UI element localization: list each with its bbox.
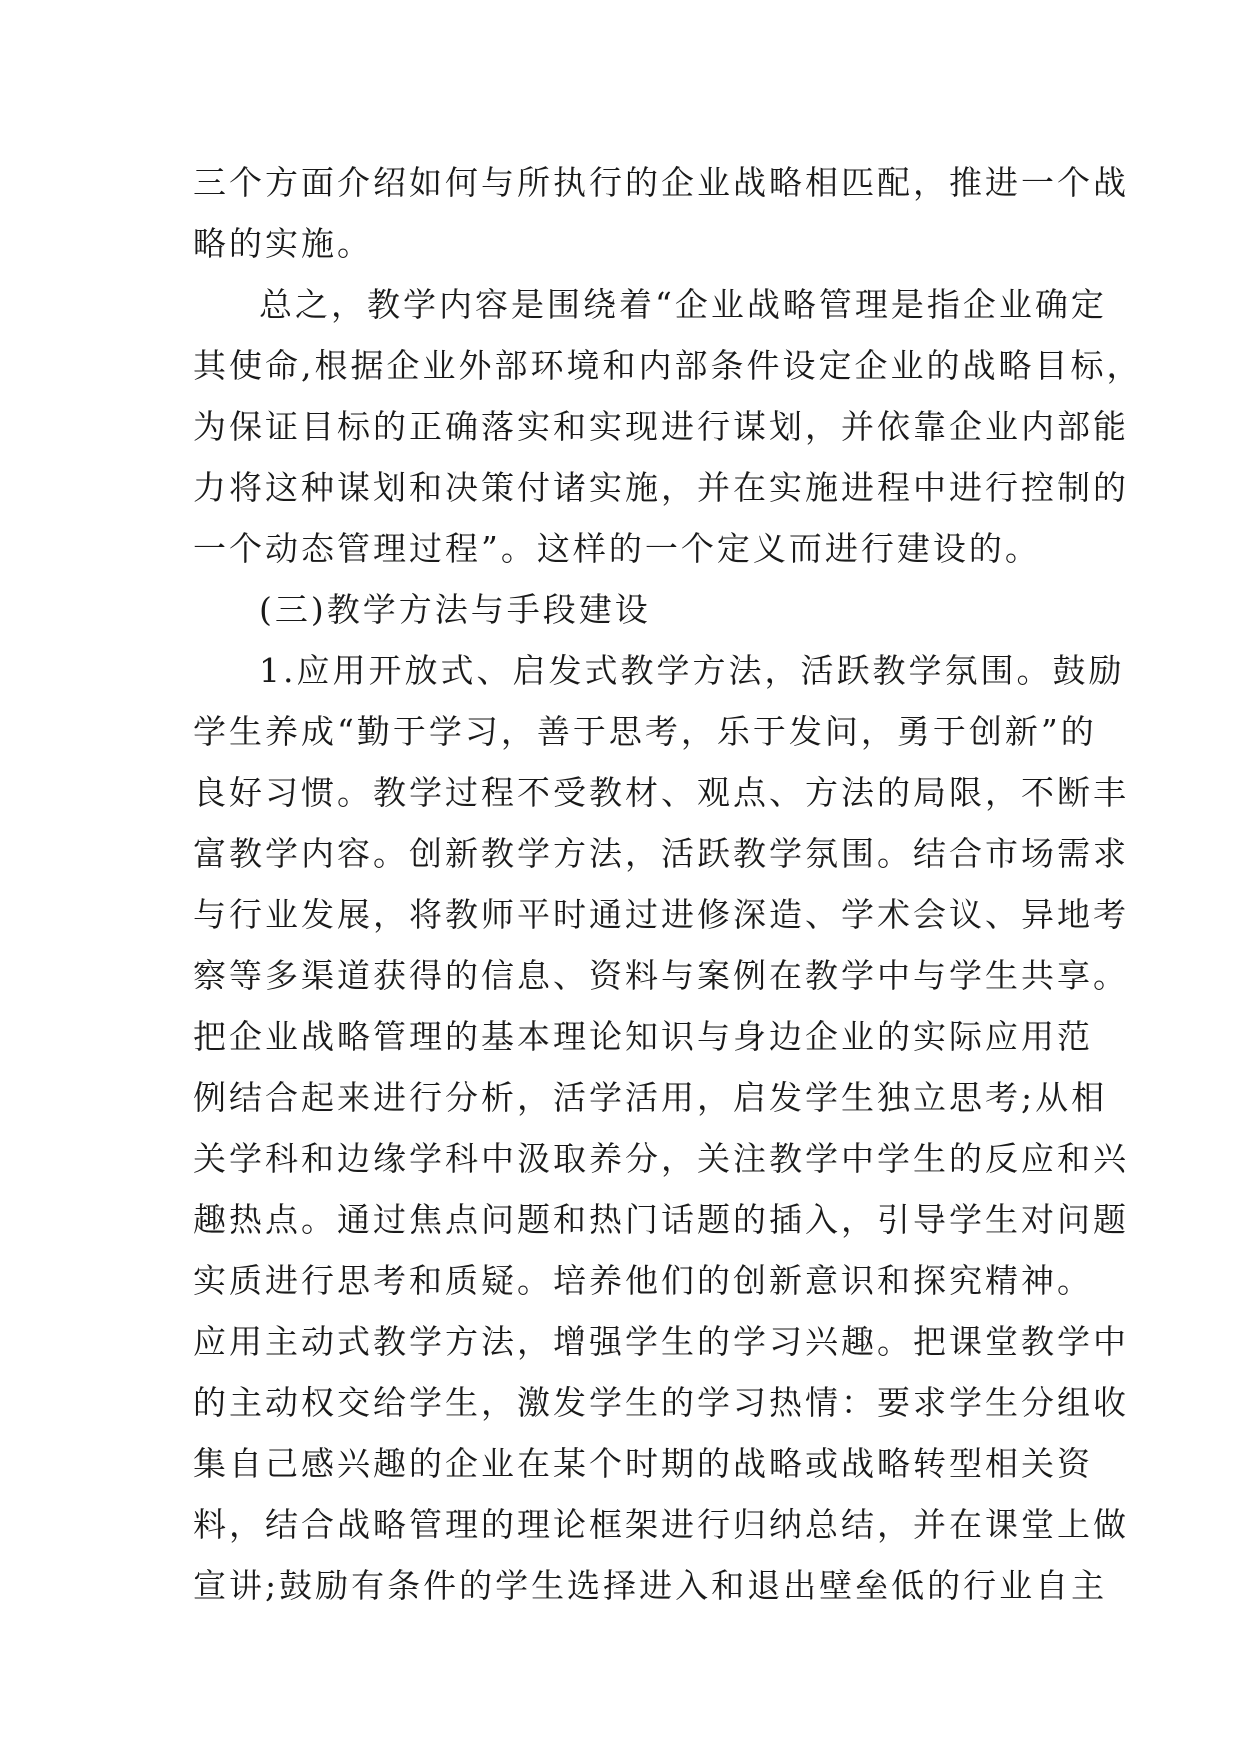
text-line: 趣热点。通过焦点问题和热门话题的插入，引导学生对问题 — [193, 1200, 1129, 1239]
text-line: 应用主动式教学方法，增强学生的学习兴趣。把课堂教学中 — [193, 1322, 1129, 1361]
text-line: 宣讲;鼓励有条件的学生选择进入和退出壁垒低的行业自主 — [193, 1566, 1108, 1605]
text-line: 实质进行思考和质疑。培养他们的创新意识和探究精神。 — [193, 1261, 1093, 1300]
text-line: 富教学内容。创新教学方法，活跃教学氛围。结合市场需求 — [193, 834, 1129, 873]
text-line: 三个方面介绍如何与所执行的企业战略相匹配，推进一个战 — [193, 163, 1129, 202]
text-line: 力将这种谋划和决策付诸实施，并在实施进程中进行控制的 — [193, 468, 1129, 507]
body-text — [193, 152, 1143, 1616]
text-line: 例结合起来进行分析，活学活用，启发学生独立思考;从相 — [193, 1078, 1108, 1117]
text-line: (三)教学方法与手段建设 — [259, 590, 651, 629]
text-line: 的主动权交给学生，激发学生的学习热情：要求学生分组收 — [193, 1383, 1129, 1422]
text-line: 察等多渠道获得的信息、资料与案例在教学中与学生共享。 — [193, 956, 1129, 995]
text-line: 其使命,根据企业外部环境和内部条件设定企业的战略目标， — [193, 346, 1143, 385]
text-line: 与行业发展，将教师平时通过进修深造、学术会议、异地考 — [193, 895, 1129, 934]
text-line: 把企业战略管理的基本理论知识与身边企业的实际应用范 — [193, 1017, 1093, 1056]
text-line: 关学科和边缘学科中汲取养分，关注教学中学生的反应和兴 — [193, 1139, 1129, 1178]
text-line: 学生养成“勤于学习，善于思考，乐于发问，勇于创新”的 — [193, 712, 1097, 751]
text-line: 料，结合战略管理的理论框架进行归纳总结，并在课堂上做 — [193, 1505, 1129, 1544]
text-line: 良好习惯。教学过程不受教材、观点、方法的局限，不断丰 — [193, 773, 1129, 812]
text-line: 总之，教学内容是围绕着“企业战略管理是指企业确定 — [259, 285, 1107, 324]
text-line: 为保证目标的正确落实和实现进行谋划，并依靠企业内部能 — [193, 407, 1129, 446]
text-line: 略的实施。 — [193, 224, 373, 263]
text-line: 集自己感兴趣的企业在某个时期的战略或战略转型相关资 — [193, 1444, 1093, 1483]
text-line: 1.应用开放式、启发式教学方法，活跃教学氛围。鼓励 — [259, 651, 1125, 690]
text-line: 一个动态管理过程”。这样的一个定义而进行建设的。 — [193, 529, 1041, 568]
